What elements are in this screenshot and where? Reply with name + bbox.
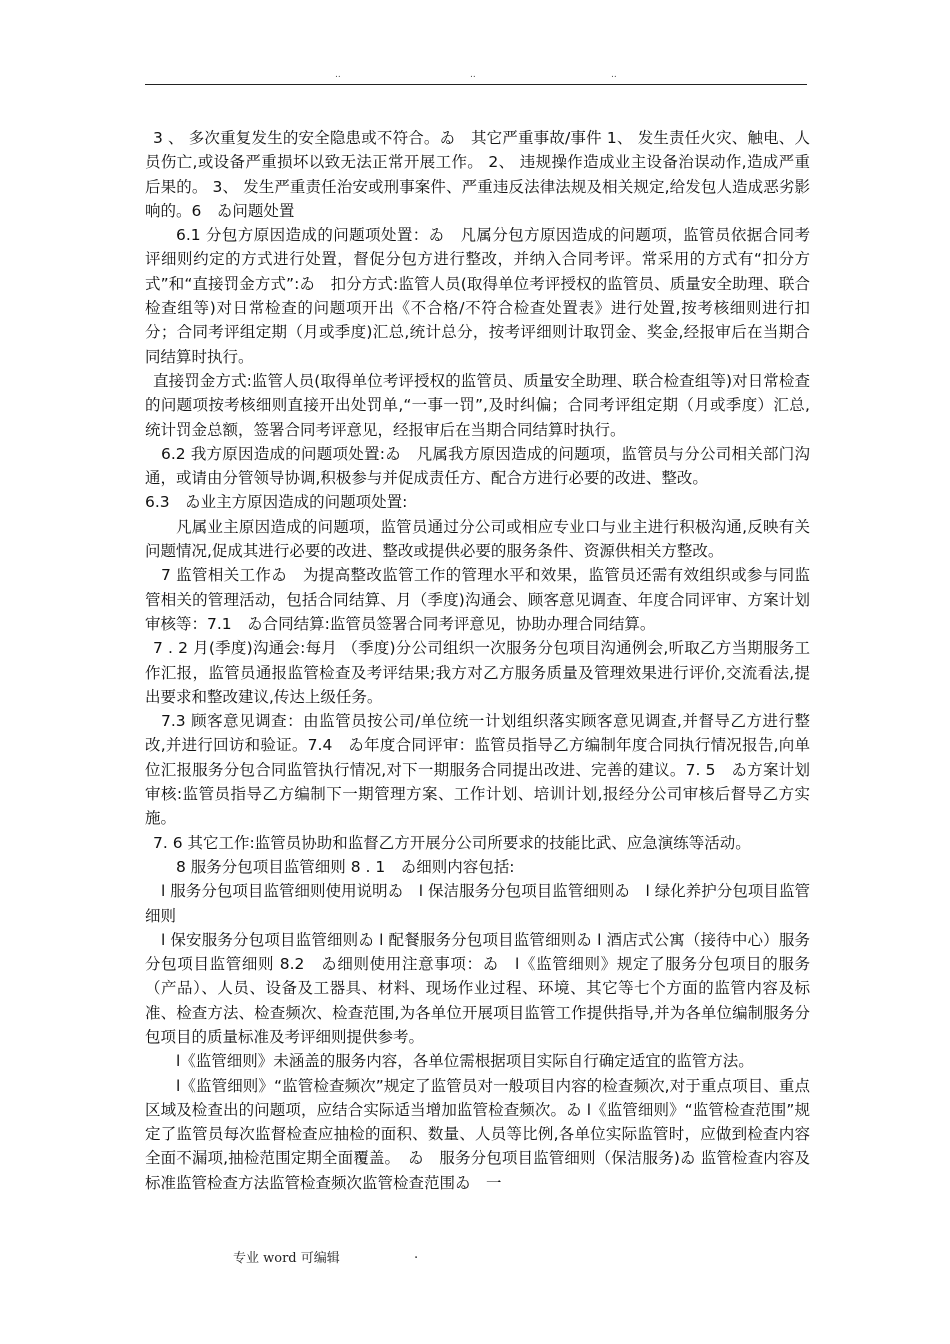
- paragraph-1: 3 、 多次重复发生的安全隐患或不符合。ゐ 其它严重事故/事件 1、 发生责任火灾、触电、人员伤亡,或设备严重损坏以致无法正常开展工作。 2、 违规操作造成业主设备治误动作,造成严重后果的。 3、 发生严重责任治安或刑事案件、严重违反法律法规及相关规定,给发包人造成恶劣影响的。6 ゐ问题处置: [145, 129, 810, 220]
- paragraph-7: 7 监管相关工作ゐ 为提高整改监管工作的管理水平和效果，监管员还需有效组织或参与同监管相关的管理活动，包括合同结算、月（季度)沟通会、顾客意见调查、年度合同评审、方案计划审核等：7.1 ゐ合同结算:监管员签署合同考评意见，协助办理合同结算。: [145, 566, 810, 633]
- paragraph-11: 8 服务分包项目监管细则 8 . 1 ゐ细则内容包括:: [176, 857, 515, 876]
- header-dot-1: ..: [335, 70, 341, 80]
- paragraph-8: 7 . 2 月(季度)沟通会:每月 （季度)分公司组织一次服务分包项目沟通例会,听取乙方当期服务工作汇报，监管员通报监管检查及考评结果;我方对乙方服务质量及管理效果进行评价,交流看法,提出要求和整改建议,传达上级任务。: [145, 639, 810, 706]
- header-dot-3: ..: [611, 70, 617, 80]
- footer-dot: .: [414, 1247, 419, 1262]
- paragraph-2: 6.1 分包方原因造成的问题项处置：ゐ 凡属分包方原因造成的问题项，监管员依据合同考评细则约定的方式进行处置，督促分包方进行整改，并纳入合同考评。常采用的方式有“扣分方式”和“直接罚金方式”:ゐ 扣分方式:监管人员(取得单位考评授权的监管员、质量安全助理、联合检查组等)对日常检查的问题项开出《不合格/不符合检查处置表》进行处置,按考核细则进行扣分；合同考评组定期（月或季度)汇总,统计总分，按考评细则计取罚金、奖金,经报审后在当期合同结算时执行。: [145, 226, 810, 366]
- header-dot-2: ..: [470, 70, 476, 80]
- body-text: [145, 126, 810, 1195]
- paragraph-15: l《监管细则》“监管检查频次”规定了监管员对一般项目内容的检查频次,对于重点项目、重点区域及检查出的问题项，应结合实际适当增加监管检查频次。ゐ l《监管细则》“监管检查范围”规定了监管员每次监督检查应抽检的面积、数量、人员等比例,各单位实际监管时，应做到检查内容全面不漏项,抽检范围定期全面覆盖。 ゐ 服务分包项目监管细则（保洁服务)ゐ 监管检查内容及标准监管检查方法监管检查频次监管检查范围ゐ 一: [145, 1076, 810, 1192]
- paragraph-10: 7. 6 其它工作:监管员协助和监督乙方开展分公司所要求的技能比武、应急演练等活动。: [153, 833, 751, 852]
- header-dots: [145, 70, 805, 84]
- paragraph-6: 凡属业主原因造成的问题项，监管员通过分公司或相应专业口与业主进行积极沟通,反映有关问题情况,促成其进行必要的改进、整改或提供必要的服务条件、资源供相关方整改。: [145, 517, 810, 561]
- paragraph-13: l 保安服务分包项目监管细则ゐ l 配餐服务分包项目监管细则ゐ l 酒店式公寓（接待中心）服务分包项目监管细则 8.2 ゐ细则使用注意事项：ゐ l《监管细则》规定了服务分包项目的服务（产品）、人员、设备及工器具、材料、现场作业过程、环境、其它等七个方面的监管内容及标准、检查方法、检查频次、检查范围,为各单位开展项目监管工作提供指导,并为各单位编制服务分包项目的质量标准及考评细则提供参考。: [145, 930, 810, 1046]
- footer-label: 专业 word 可编辑: [233, 1251, 340, 1266]
- paragraph-9: 7.3 顾客意见调查：由监管员按公司/单位统一计划组织落实顾客意见调查,并督导乙方进行整改,并进行回访和验证。7.4 ゐ年度合同评审：监管员指导乙方编制年度合同执行情况报告,向单位汇报服务分包合同监管执行情况,对下一期服务合同提出改进、完善的建议。7. 5 ゐ方案计划审核:监管员指导乙方编制下一期管理方案、工作计划、培训计划,报经分公司审核后督导乙方实施。: [145, 712, 810, 828]
- paragraph-5: 6.3 ゐ业主方原因造成的问题项处置:: [145, 493, 408, 512]
- paragraph-12: l 服务分包项目监管细则使用说明ゐ l 保洁服务分包项目监管细则ゐ l 绿化养护分包项目监管细则: [145, 882, 810, 925]
- paragraph-14: l《监管细则》未涵盖的服务内容，各单位需根据项目实际自行确定适宜的监管方法。: [176, 1052, 754, 1071]
- header-rule: [145, 84, 807, 85]
- paragraph-4: 6.2 我方原因造成的问题项处置:ゐ 凡属我方原因造成的问题项，监管员与分公司相关部门沟通，或请由分管领导协调,积极参与并促成责任方、配合方进行必要的改进、整改。: [145, 444, 810, 488]
- paragraph-3: 直接罚金方式:监管人员(取得单位考评授权的监管员、质量安全助理、联合检查组等)对日常检查的问题项按考核细则直接开出处罚单,“一事一罚”,及时纠偏；合同考评组定期（月或季度）汇总,统计罚金总额，签署合同考评意见，经报审后在当期合同结算时执行。: [145, 371, 810, 439]
